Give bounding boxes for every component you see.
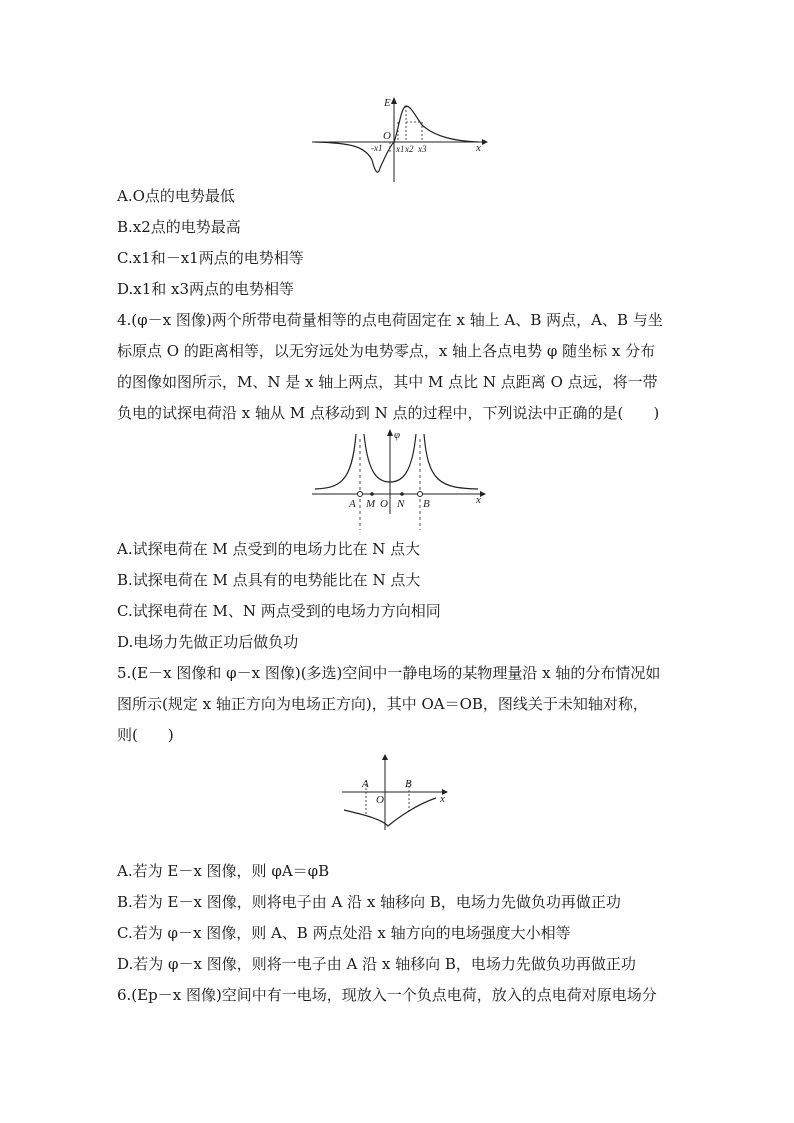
label-o: O [380, 498, 388, 510]
q4-option-b: B.试探电荷在 M 点具有的电势能比在 N 点大 [117, 571, 421, 589]
q5-stem-line1: 5.(E－x 图像和 φ－x 图像)(多选)空间中一静电场的某物理量沿 x 轴的分布情况如 [117, 664, 661, 682]
q5-option-a: A.若为 E－x 图像，则 φA＝φB [117, 862, 330, 880]
q4-option-a: A.试探电荷在 M 点受到的电场力比在 N 点大 [117, 540, 421, 558]
point-a [358, 492, 363, 497]
label-b: B [405, 778, 412, 790]
label-neg-x1: -x1 [371, 143, 383, 153]
y-axis-label: E [384, 97, 391, 109]
q4-stem-line2: 标原点 O 的距离相等，以无穷远处为电势零点，x 轴上各点电势 φ 随坐标 x 分布 [117, 342, 656, 360]
figure-phi-x-graph [310, 424, 490, 532]
label-x1: x1 [396, 144, 405, 154]
q3-option-b: B.x2点的电势最高 [117, 218, 241, 236]
label-m: M [366, 498, 376, 510]
x-axis-label: x [476, 494, 481, 506]
point-n [400, 492, 404, 496]
q3-option-c: C.x1和－x1两点的电势相等 [117, 249, 304, 267]
label-x2: x2 [405, 144, 414, 154]
label-n: N [397, 498, 405, 510]
curve-left-outer [315, 434, 356, 489]
figure-e-x-graph [310, 92, 490, 184]
q4-option-d: D.电场力先做正功后做负功 [117, 633, 299, 651]
label-a: A [362, 778, 369, 790]
point-m [370, 492, 374, 496]
x-axis-arrow [482, 139, 488, 145]
y-axis-arrow [391, 97, 397, 104]
q5-option-d: D.若为 φ－x 图像，则将一电子由 A 沿 x 轴移向 B，电场力先做负功再做正功 [117, 955, 636, 973]
q5-stem-line2: 图所示(规定 x 轴正方向为电场正方向)，其中 OA＝OB，图线关于未知轴对称， [117, 695, 648, 713]
q4-option-c: C.试探电荷在 M、N 两点受到的电场力方向相同 [117, 602, 441, 620]
label-x3: x3 [418, 144, 427, 154]
x-axis-label: x [476, 142, 481, 154]
origin-label: O [383, 130, 391, 142]
y-axis-arrow [382, 754, 388, 760]
curve [344, 798, 436, 826]
figure-q5-graph [338, 752, 458, 832]
label-b: B [423, 498, 430, 510]
q3-option-d: D.x1和 x3两点的电势相等 [117, 280, 295, 298]
y-axis-label: φ [394, 429, 401, 441]
q6-stem-line1: 6.(Ep－x 图像)空间中有一电场，现放入一个负点电荷，放入的点电荷对原电场分 [117, 986, 657, 1004]
curve-right-outer [424, 434, 478, 489]
q4-stem-line3: 的图像如图所示，M、N 是 x 轴上两点，其中 M 点比 N 点距离 O 点远，将一带 [117, 373, 658, 391]
origin-label: O [376, 794, 384, 806]
point-b [418, 492, 423, 497]
q5-option-b: B.若为 E－x 图像，则将电子由 A 沿 x 轴移向 B，电场力先做负功再做正功 [117, 893, 621, 911]
q5-option-c: C.若为 φ－x 图像，则 A、B 两点处沿 x 轴方向的电场强度大小相等 [117, 924, 571, 942]
e-curve [315, 106, 478, 172]
q4-stem-line1: 4.(φ－x 图像)两个所带电荷量相等的点电荷固定在 x 轴上 A、B 两点，A、B 与坐 [117, 311, 663, 329]
q5-stem-line3: 则( ) [117, 726, 174, 744]
x-axis-label: x [440, 793, 445, 805]
q3-option-a: A.O点的电势最低 [117, 187, 235, 205]
y-axis-arrow [387, 429, 393, 436]
x-axis-arrow [480, 491, 486, 497]
q4-stem-line4: 负电的试探电荷沿 x 轴从 M 点移动到 N 点的过程中，下列说法中正确的是( ) [117, 404, 660, 422]
label-a: A [349, 498, 356, 510]
